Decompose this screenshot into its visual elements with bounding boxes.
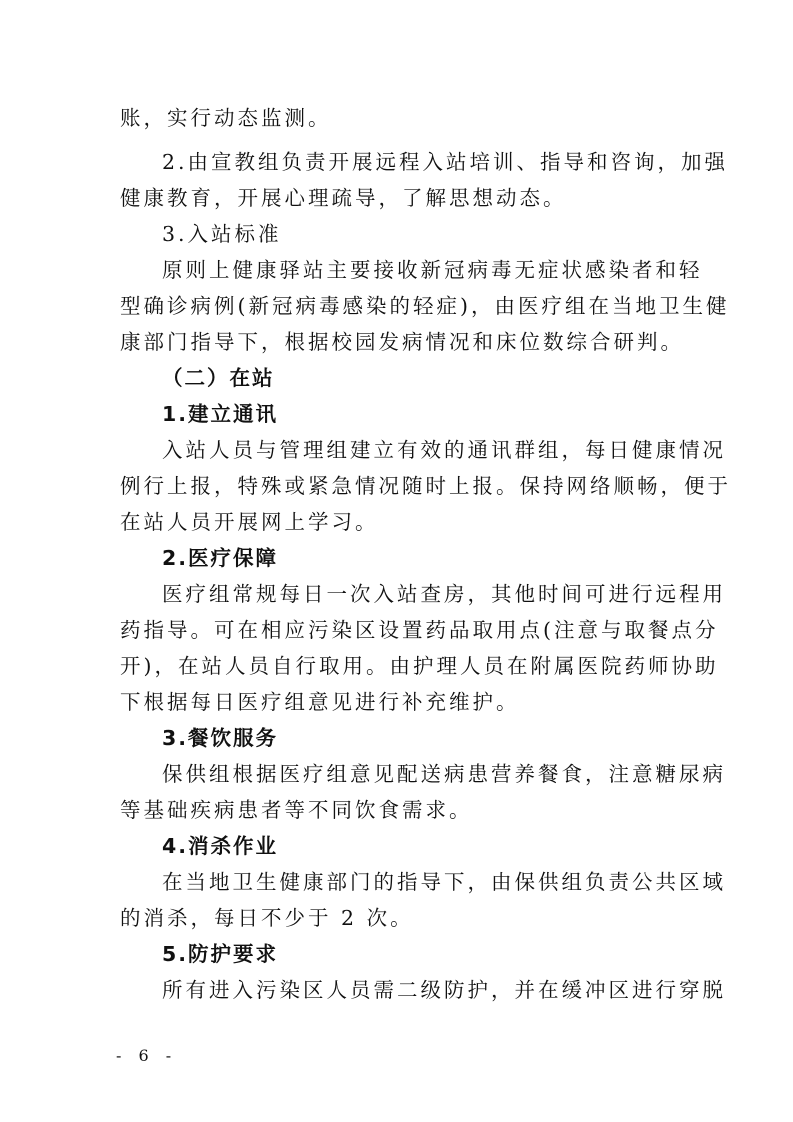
paragraph-line: 的消杀，每日不少于 2 次。 xyxy=(120,906,414,930)
paragraph-line: 在站人员开展网上学习。 xyxy=(120,510,379,534)
paragraph-line: 账，实行动态监测。 xyxy=(120,106,332,130)
paragraph-line: 开)，在站人员自行取用。由护理人员在附属医院药师协助 xyxy=(120,654,719,678)
subsection-heading: 2.医疗保障 xyxy=(162,546,279,570)
paragraph-line: 药指导。可在相应污染区设置药品取用点(注意与取餐点分 xyxy=(120,618,719,642)
page-number: - 6 - xyxy=(116,1046,178,1065)
paragraph-line: 例行上报，特殊或紧急情况随时上报。保持网络顺畅，便于 xyxy=(120,474,731,498)
paragraph-line: 健康教育，开展心理疏导，了解思想动态。 xyxy=(120,186,567,210)
subsection-heading: 1.建立通讯 xyxy=(162,402,279,426)
subsection-heading: 4.消杀作业 xyxy=(162,834,279,858)
paragraph-line: 等基础疾病患者等不同饮食需求。 xyxy=(120,798,473,822)
paragraph-line: 2.由宣教组负责开展远程入站培训、指导和咨询，加强 xyxy=(162,150,729,174)
paragraph-line: 在当地卫生健康部门的指导下，由保供组负责公共区域 xyxy=(162,870,726,894)
paragraph-line: 康部门指导下，根据校园发病情况和床位数综合研判。 xyxy=(120,330,684,354)
paragraph-line: 型确诊病例(新冠病毒感染的轻症)，由医疗组在当地卫生健 xyxy=(120,294,730,318)
subsection-heading: 3.餐饮服务 xyxy=(162,726,279,750)
paragraph-line: 医疗组常规每日一次入站查房，其他时间可进行远程用 xyxy=(162,582,726,606)
subsection-heading: 5.防护要求 xyxy=(162,942,279,966)
subsection-label: 3.入站标准 xyxy=(162,222,282,246)
section-heading: （二）在站 xyxy=(162,366,275,390)
paragraph-line: 所有进入污染区人员需二级防护，并在缓冲区进行穿脱 xyxy=(162,978,726,1002)
paragraph-line: 保供组根据医疗组意见配送病患营养餐食，注意糖尿病 xyxy=(162,762,726,786)
paragraph-line: 下根据每日医疗组意见进行补充维护。 xyxy=(120,690,520,714)
paragraph-line: 入站人员与管理组建立有效的通讯群组，每日健康情况 xyxy=(162,438,726,462)
paragraph-line: 原则上健康驿站主要接收新冠病毒无症状感染者和轻 xyxy=(162,258,703,282)
